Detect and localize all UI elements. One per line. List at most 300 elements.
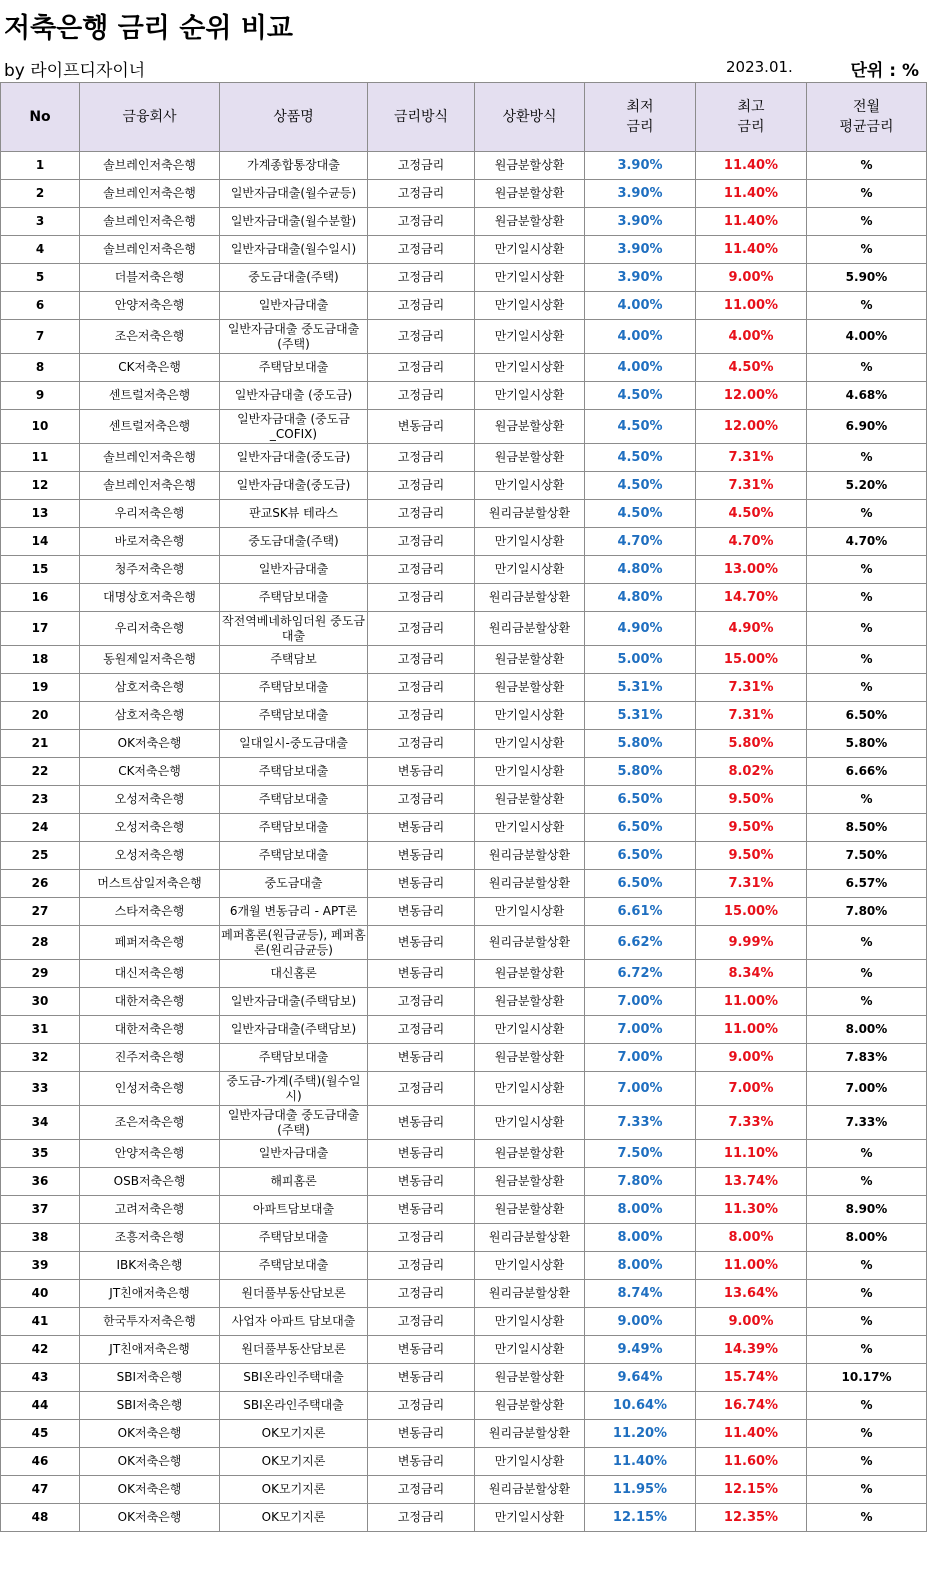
product-name: 일반자금대출: [220, 1140, 368, 1168]
row-number: 28: [1, 926, 80, 960]
table-row: [1, 208, 927, 236]
page-title: 저축은행 금리 순위 비교: [4, 13, 294, 44]
min-rate: 11.95%: [585, 1476, 696, 1504]
max-rate: 11.40%: [696, 208, 807, 236]
repay-method: 만기일시상환: [475, 1308, 585, 1336]
row-number: 32: [1, 1044, 80, 1072]
min-rate: 7.00%: [585, 1072, 696, 1106]
row-number: 43: [1, 1364, 80, 1392]
row-number: 30: [1, 988, 80, 1016]
repay-method: 만기일시상환: [475, 1072, 585, 1106]
avg-rate: %: [807, 1420, 927, 1448]
company-name: OSB저축은행: [80, 1168, 220, 1196]
company-name: 조은저축은행: [80, 320, 220, 354]
product-name: 일반자금대출 중도금대출 (주택): [220, 320, 368, 354]
max-rate: 9.99%: [696, 926, 807, 960]
rate-method: 고정금리: [368, 612, 475, 646]
row-number: 27: [1, 898, 80, 926]
table-body: [1, 152, 927, 1532]
repay-method: 원금분할상환: [475, 1044, 585, 1072]
max-rate: 9.50%: [696, 786, 807, 814]
repay-method: 원리금분할상환: [475, 1224, 585, 1252]
product-name: 일반자금대출: [220, 556, 368, 584]
avg-rate: 6.50%: [807, 702, 927, 730]
rate-method: 변동금리: [368, 960, 475, 988]
rate-method: 고정금리: [368, 320, 475, 354]
table-row: [1, 1196, 927, 1224]
repay-method: 만기일시상환: [475, 292, 585, 320]
row-number: 11: [1, 444, 80, 472]
product-name: 중도금-가계(주택)(월수일시): [220, 1072, 368, 1106]
row-number: 7: [1, 320, 80, 354]
repay-method: 원금분할상환: [475, 1364, 585, 1392]
product-name: 주택담보대출: [220, 758, 368, 786]
company-name: OK저축은행: [80, 1504, 220, 1532]
rate-method: 고정금리: [368, 674, 475, 702]
company-name: OK저축은행: [80, 1476, 220, 1504]
min-rate: 9.00%: [585, 1308, 696, 1336]
max-rate: 15.00%: [696, 646, 807, 674]
company-name: 솔브레인저축은행: [80, 444, 220, 472]
rate-method: 고정금리: [368, 444, 475, 472]
repay-method: 원리금분할상환: [475, 1280, 585, 1308]
header-min-rate: 최저 금리: [585, 83, 696, 152]
min-rate: 4.50%: [585, 472, 696, 500]
repay-method: 만기일시상환: [475, 702, 585, 730]
min-rate: 12.15%: [585, 1504, 696, 1532]
company-name: 대한저축은행: [80, 988, 220, 1016]
company-name: 대한저축은행: [80, 1016, 220, 1044]
company-name: 청주저축은행: [80, 556, 220, 584]
avg-rate: %: [807, 152, 927, 180]
avg-rate: %: [807, 674, 927, 702]
row-number: 2: [1, 180, 80, 208]
row-number: 31: [1, 1016, 80, 1044]
repay-method: 만기일시상환: [475, 814, 585, 842]
rate-method: 변동금리: [368, 1448, 475, 1476]
company-name: IBK저축은행: [80, 1252, 220, 1280]
table-row: [1, 786, 927, 814]
table-row: [1, 960, 927, 988]
row-number: 48: [1, 1504, 80, 1532]
row-number: 25: [1, 842, 80, 870]
avg-rate: 7.50%: [807, 842, 927, 870]
table-row: [1, 1476, 927, 1504]
table-row: [1, 556, 927, 584]
product-name: 가계종합통장대출: [220, 152, 368, 180]
product-name: 작전역베네하임더원 중도금대출: [220, 612, 368, 646]
row-number: 29: [1, 960, 80, 988]
repay-method: 만기일시상환: [475, 1016, 585, 1044]
product-name: 주택담보대출: [220, 1044, 368, 1072]
report-date: 2023.01.: [726, 58, 793, 76]
repay-method: 원금분할상환: [475, 444, 585, 472]
product-name: OK모기지론: [220, 1448, 368, 1476]
repay-method: 원금분할상환: [475, 646, 585, 674]
min-rate: 11.40%: [585, 1448, 696, 1476]
row-number: 45: [1, 1420, 80, 1448]
max-rate: 4.00%: [696, 320, 807, 354]
company-name: 인성저축은행: [80, 1072, 220, 1106]
product-name: 주택담보대출: [220, 674, 368, 702]
row-number: 12: [1, 472, 80, 500]
row-number: 37: [1, 1196, 80, 1224]
rate-method: 고정금리: [368, 1224, 475, 1252]
min-rate: 4.80%: [585, 584, 696, 612]
product-name: 일반자금대출 (중도금_COFIX): [220, 410, 368, 444]
row-number: 9: [1, 382, 80, 410]
product-name: OK모기지론: [220, 1504, 368, 1532]
rate-method: 고정금리: [368, 500, 475, 528]
avg-rate: %: [807, 236, 927, 264]
max-rate: 7.31%: [696, 472, 807, 500]
avg-rate: 10.17%: [807, 1364, 927, 1392]
max-rate: 12.35%: [696, 1504, 807, 1532]
min-rate: 6.50%: [585, 814, 696, 842]
repay-method: 만기일시상환: [475, 1106, 585, 1140]
rate-method: 변동금리: [368, 1106, 475, 1140]
rate-method: 변동금리: [368, 926, 475, 960]
byline: by 라이프디자이너: [4, 61, 146, 81]
table-row: [1, 444, 927, 472]
rate-method: 변동금리: [368, 1364, 475, 1392]
rate-method: 변동금리: [368, 1336, 475, 1364]
repay-method: 원금분할상환: [475, 410, 585, 444]
max-rate: 9.50%: [696, 814, 807, 842]
row-number: 5: [1, 264, 80, 292]
header-max-rate: 최고 금리: [696, 83, 807, 152]
min-rate: 3.90%: [585, 152, 696, 180]
rate-method: 고정금리: [368, 1252, 475, 1280]
min-rate: 8.74%: [585, 1280, 696, 1308]
header-avg-rate: 전월 평균금리: [807, 83, 927, 152]
rate-method: 변동금리: [368, 870, 475, 898]
table-row: [1, 1392, 927, 1420]
row-number: 10: [1, 410, 80, 444]
table-row: [1, 926, 927, 960]
rate-method: 고정금리: [368, 786, 475, 814]
company-name: 솔브레인저축은행: [80, 236, 220, 264]
company-name: 오성저축은행: [80, 814, 220, 842]
table-row: [1, 528, 927, 556]
product-name: 일반자금대출 중도금대출 (주택): [220, 1106, 368, 1140]
avg-rate: 5.80%: [807, 730, 927, 758]
rate-method: 변동금리: [368, 842, 475, 870]
table-row: [1, 584, 927, 612]
rate-method: 변동금리: [368, 758, 475, 786]
company-name: 센트럴저축은행: [80, 382, 220, 410]
rate-method: 고정금리: [368, 1504, 475, 1532]
row-number: 26: [1, 870, 80, 898]
table-row: [1, 152, 927, 180]
company-name: SBI저축은행: [80, 1364, 220, 1392]
avg-rate: %: [807, 354, 927, 382]
rate-method: 고정금리: [368, 472, 475, 500]
company-name: 조은저축은행: [80, 1106, 220, 1140]
max-rate: 16.74%: [696, 1392, 807, 1420]
repay-method: 원리금분할상환: [475, 584, 585, 612]
table-row: [1, 1072, 927, 1106]
max-rate: 9.00%: [696, 264, 807, 292]
header-no: No: [1, 83, 80, 152]
table-row: [1, 1140, 927, 1168]
row-number: 42: [1, 1336, 80, 1364]
min-rate: 6.72%: [585, 960, 696, 988]
row-number: 40: [1, 1280, 80, 1308]
repay-method: 원금분할상환: [475, 960, 585, 988]
max-rate: 11.40%: [696, 1420, 807, 1448]
table-row: [1, 758, 927, 786]
rate-method: 고정금리: [368, 152, 475, 180]
row-number: 46: [1, 1448, 80, 1476]
max-rate: 13.00%: [696, 556, 807, 584]
row-number: 39: [1, 1252, 80, 1280]
min-rate: 6.50%: [585, 842, 696, 870]
repay-method: 만기일시상환: [475, 730, 585, 758]
company-name: 조흥저축은행: [80, 1224, 220, 1252]
repay-method: 원리금분할상환: [475, 1420, 585, 1448]
product-name: 일반자금대출: [220, 292, 368, 320]
avg-rate: %: [807, 1392, 927, 1420]
company-name: OK저축은행: [80, 730, 220, 758]
repay-method: 원리금분할상환: [475, 1476, 585, 1504]
table-row: [1, 1224, 927, 1252]
rate-method: 고정금리: [368, 382, 475, 410]
rate-method: 변동금리: [368, 814, 475, 842]
table-row: [1, 988, 927, 1016]
row-number: 6: [1, 292, 80, 320]
min-rate: 5.00%: [585, 646, 696, 674]
min-rate: 5.80%: [585, 730, 696, 758]
product-name: 주택담보대출: [220, 584, 368, 612]
row-number: 38: [1, 1224, 80, 1252]
repay-method: 만기일시상환: [475, 1336, 585, 1364]
avg-rate: %: [807, 612, 927, 646]
table-row: [1, 1308, 927, 1336]
rate-method: 고정금리: [368, 556, 475, 584]
company-name: 더블저축은행: [80, 264, 220, 292]
row-number: 13: [1, 500, 80, 528]
min-rate: 4.00%: [585, 292, 696, 320]
product-name: 일반자금대출 (중도금): [220, 382, 368, 410]
min-rate: 7.00%: [585, 1044, 696, 1072]
rate-method: 고정금리: [368, 1072, 475, 1106]
repay-method: 원금분할상환: [475, 1392, 585, 1420]
min-rate: 10.64%: [585, 1392, 696, 1420]
row-number: 35: [1, 1140, 80, 1168]
rate-method: 고정금리: [368, 264, 475, 292]
repay-method: 원금분할상환: [475, 1196, 585, 1224]
header-company: 금융회사: [80, 83, 220, 152]
table-row: [1, 1044, 927, 1072]
table-row: [1, 1336, 927, 1364]
min-rate: 5.31%: [585, 674, 696, 702]
max-rate: 12.00%: [696, 382, 807, 410]
company-name: 고려저축은행: [80, 1196, 220, 1224]
product-name: 사업자 아파트 담보대출: [220, 1308, 368, 1336]
min-rate: 8.00%: [585, 1196, 696, 1224]
product-name: 주택담보대출: [220, 1224, 368, 1252]
table-row: [1, 1364, 927, 1392]
company-name: 스타저축은행: [80, 898, 220, 926]
min-rate: 6.62%: [585, 926, 696, 960]
repay-method: 만기일시상환: [475, 528, 585, 556]
company-name: JT친애저축은행: [80, 1336, 220, 1364]
row-number: 19: [1, 674, 80, 702]
min-rate: 6.50%: [585, 786, 696, 814]
repay-method: 만기일시상환: [475, 354, 585, 382]
header-repay-method: 상환방식: [475, 83, 585, 152]
max-rate: 8.02%: [696, 758, 807, 786]
company-name: OK저축은행: [80, 1448, 220, 1476]
row-number: 21: [1, 730, 80, 758]
avg-rate: %: [807, 1252, 927, 1280]
avg-rate: 8.90%: [807, 1196, 927, 1224]
rate-method: 고정금리: [368, 730, 475, 758]
row-number: 34: [1, 1106, 80, 1140]
min-rate: 7.00%: [585, 988, 696, 1016]
product-name: 주택담보대출: [220, 354, 368, 382]
product-name: 일대일시-중도금대출: [220, 730, 368, 758]
avg-rate: %: [807, 1476, 927, 1504]
max-rate: 11.00%: [696, 292, 807, 320]
avg-rate: 8.00%: [807, 1224, 927, 1252]
company-name: 오성저축은행: [80, 842, 220, 870]
product-name: SBI온라인주택대출: [220, 1392, 368, 1420]
table-row: [1, 870, 927, 898]
repay-method: 원리금분할상환: [475, 612, 585, 646]
row-number: 18: [1, 646, 80, 674]
repay-method: 만기일시상환: [475, 1504, 585, 1532]
max-rate: 11.10%: [696, 1140, 807, 1168]
product-name: 주택담보: [220, 646, 368, 674]
product-name: 일반자금대출(주택담보): [220, 988, 368, 1016]
table-row: [1, 730, 927, 758]
avg-rate: %: [807, 926, 927, 960]
product-name: 중도금대출: [220, 870, 368, 898]
max-rate: 7.31%: [696, 674, 807, 702]
repay-method: 원금분할상환: [475, 786, 585, 814]
company-name: SBI저축은행: [80, 1392, 220, 1420]
avg-rate: 6.90%: [807, 410, 927, 444]
row-number: 14: [1, 528, 80, 556]
table-row: [1, 898, 927, 926]
avg-rate: %: [807, 1168, 927, 1196]
max-rate: 15.00%: [696, 898, 807, 926]
product-name: 주택담보대출: [220, 1252, 368, 1280]
product-name: 페퍼홈론(원금균등), 페퍼홈론(원리금균등): [220, 926, 368, 960]
company-name: 우리저축은행: [80, 500, 220, 528]
max-rate: 11.30%: [696, 1196, 807, 1224]
max-rate: 8.34%: [696, 960, 807, 988]
row-number: 36: [1, 1168, 80, 1196]
row-number: 23: [1, 786, 80, 814]
product-name: 중도금대출(주택): [220, 528, 368, 556]
max-rate: 4.90%: [696, 612, 807, 646]
product-name: 주택담보대출: [220, 814, 368, 842]
avg-rate: 6.57%: [807, 870, 927, 898]
avg-rate: %: [807, 1336, 927, 1364]
company-name: 솔브레인저축은행: [80, 472, 220, 500]
max-rate: 14.39%: [696, 1336, 807, 1364]
company-name: CK저축은행: [80, 758, 220, 786]
row-number: 20: [1, 702, 80, 730]
max-rate: 9.50%: [696, 842, 807, 870]
company-name: CK저축은행: [80, 354, 220, 382]
rate-method: 고정금리: [368, 1392, 475, 1420]
company-name: OK저축은행: [80, 1420, 220, 1448]
row-number: 15: [1, 556, 80, 584]
row-number: 24: [1, 814, 80, 842]
max-rate: 11.40%: [696, 152, 807, 180]
max-rate: 4.50%: [696, 354, 807, 382]
row-number: 8: [1, 354, 80, 382]
product-name: 일반자금대출(중도금): [220, 444, 368, 472]
avg-rate: 7.80%: [807, 898, 927, 926]
min-rate: 4.50%: [585, 382, 696, 410]
avg-rate: %: [807, 208, 927, 236]
repay-method: 만기일시상환: [475, 758, 585, 786]
table-row: [1, 612, 927, 646]
max-rate: 7.31%: [696, 702, 807, 730]
row-number: 44: [1, 1392, 80, 1420]
company-name: 센트럴저축은행: [80, 410, 220, 444]
avg-rate: %: [807, 786, 927, 814]
avg-rate: %: [807, 1448, 927, 1476]
rate-comparison-table: [0, 82, 927, 1532]
product-name: OK모기지론: [220, 1476, 368, 1504]
max-rate: 7.33%: [696, 1106, 807, 1140]
min-rate: 4.70%: [585, 528, 696, 556]
company-name: 동원제일저축은행: [80, 646, 220, 674]
table-row: [1, 236, 927, 264]
table-header: [1, 83, 927, 152]
max-rate: 11.00%: [696, 988, 807, 1016]
min-rate: 4.50%: [585, 444, 696, 472]
row-number: 41: [1, 1308, 80, 1336]
unit-label: 단위 : %: [850, 61, 919, 81]
table-row: [1, 842, 927, 870]
company-name: 안양저축은행: [80, 1140, 220, 1168]
rate-method: 변동금리: [368, 410, 475, 444]
product-name: SBI온라인주택대출: [220, 1364, 368, 1392]
rate-method: 고정금리: [368, 292, 475, 320]
max-rate: 11.00%: [696, 1252, 807, 1280]
min-rate: 5.31%: [585, 702, 696, 730]
company-name: 한국투자저축은행: [80, 1308, 220, 1336]
repay-method: 원금분할상환: [475, 1140, 585, 1168]
table-row: [1, 1168, 927, 1196]
repay-method: 원금분할상환: [475, 152, 585, 180]
repay-method: 원금분할상환: [475, 180, 585, 208]
min-rate: 11.20%: [585, 1420, 696, 1448]
avg-rate: %: [807, 556, 927, 584]
rate-method: 고정금리: [368, 1016, 475, 1044]
max-rate: 15.74%: [696, 1364, 807, 1392]
avg-rate: %: [807, 584, 927, 612]
product-name: 원더풀부동산담보론: [220, 1336, 368, 1364]
company-name: 솔브레인저축은행: [80, 208, 220, 236]
avg-rate: 4.70%: [807, 528, 927, 556]
company-name: 삼호저축은행: [80, 674, 220, 702]
rate-method: 고정금리: [368, 180, 475, 208]
avg-rate: 4.68%: [807, 382, 927, 410]
company-name: 진주저축은행: [80, 1044, 220, 1072]
rate-method: 고정금리: [368, 988, 475, 1016]
max-rate: 7.00%: [696, 1072, 807, 1106]
rate-method: 변동금리: [368, 1196, 475, 1224]
min-rate: 9.64%: [585, 1364, 696, 1392]
